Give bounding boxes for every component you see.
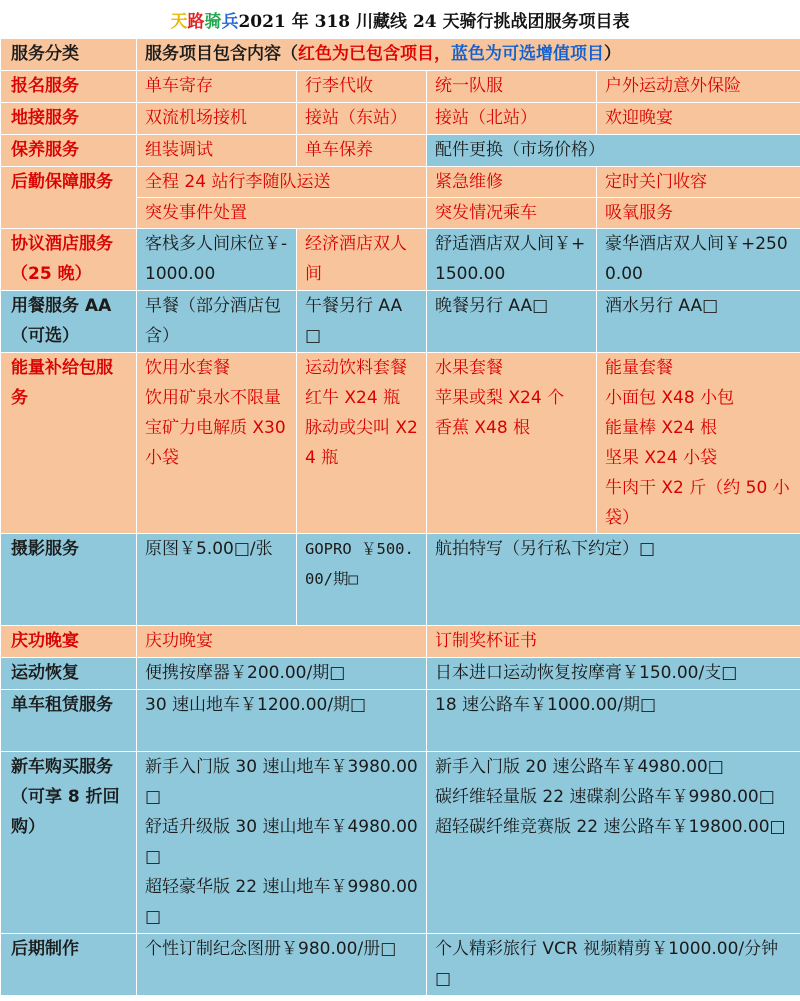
service-cell: 统一队服 (427, 71, 597, 103)
title-text: 2021 年 318 川藏线 24 天骑行挑战团服务项目表 (238, 11, 630, 32)
service-line: 能量套餐 (605, 358, 673, 378)
service-cell: 组装调试 (137, 135, 297, 167)
service-cell: 户外运动意外保险 (597, 71, 800, 103)
service-cell: 欢迎晚宴 (597, 103, 800, 135)
service-line: 新手入门版 30 速山地车￥3980.00□ (145, 757, 418, 807)
service-cell: 舒适酒店双人间￥+1500.00 (427, 229, 597, 291)
service-line: 舒适升级版 30 速山地车￥4980.00□ (145, 817, 418, 867)
row-recovery (1, 658, 800, 690)
service-cell: 原图￥5.00□/张 (137, 534, 297, 626)
service-line: 碳纤维轻量版 22 速碟刹公路车￥9980.00□ (435, 787, 775, 807)
brand-char: 天 (170, 11, 188, 32)
category-cell: 庆功晚宴 (1, 626, 137, 658)
service-cell: 突发情况乘车 (427, 198, 597, 229)
service-cell: 日本进口运动恢复按摩膏￥150.00/支□ (427, 658, 800, 690)
service-cell: 接站（北站） (427, 103, 597, 135)
service-cell: 30 速山地车￥1200.00/期□ (137, 690, 427, 752)
header-blue-note: 蓝色为可选增值项目 (451, 44, 604, 64)
service-line: 运动饮料套餐 (305, 358, 407, 378)
category-cell: 后勤保障服务 (1, 167, 137, 229)
row-post (1, 934, 800, 996)
category-cell: 用餐服务 AA（可选） (1, 291, 137, 353)
category-cell: 保养服务 (1, 135, 137, 167)
service-line: 饮用矿泉水不限量 (145, 388, 281, 408)
service-cell: 午餐另行 AA□ (297, 291, 427, 353)
service-line: 红牛 X24 瓶 (305, 388, 401, 408)
brand-char: 骑 (204, 11, 222, 32)
service-line: 超轻豪华版 22 速山地车￥9980.00□ (145, 877, 418, 927)
page-title (0, 0, 800, 38)
category-cell: 报名服务 (1, 71, 137, 103)
service-line: 饮用水套餐 (145, 358, 230, 378)
service-cell: 豪华酒店双人间￥+2500.00 (597, 229, 800, 291)
service-cell: GOPRO ￥500.00/期□ (297, 534, 427, 626)
service-line: 牛肉干 X2 斤（约 50 小袋） (605, 478, 790, 528)
row-meals (1, 291, 800, 353)
service-cell: 紧急维修 (427, 167, 597, 198)
service-cell: 全程 24 站行李随队运送 (137, 167, 427, 198)
service-line: 宝矿力电解质 X30 小袋 (145, 418, 286, 468)
service-line: 水果套餐 (435, 358, 503, 378)
service-cell: 突发事件处置 (137, 198, 427, 229)
service-cell: 便携按摩器￥200.00/期□ (137, 658, 427, 690)
service-cell: 单车保养 (297, 135, 427, 167)
category-cell: 新车购买服务（可享 8 折回购） (1, 752, 137, 934)
service-cell: 接站（东站） (297, 103, 427, 135)
service-cell: 行李代收 (297, 71, 427, 103)
category-cell: 单车租赁服务 (1, 690, 137, 752)
service-line: 小面包 X48 小包 (605, 388, 735, 408)
service-cell (297, 353, 427, 534)
row-maintenance (1, 135, 800, 167)
service-line: 香蕉 X48 根 (435, 418, 531, 438)
row-pickup (1, 103, 800, 135)
service-cell (597, 353, 800, 534)
service-cell (137, 353, 297, 534)
service-cell: 个人精彩旅行 VCR 视频精剪￥1000.00/分钟□ (427, 934, 800, 996)
service-table (0, 38, 800, 996)
service-cell: 酒水另行 AA□ (597, 291, 800, 353)
row-logistics (1, 167, 800, 198)
service-cell: 单车寄存 (137, 71, 297, 103)
service-cell: 个性订制纪念图册￥980.00/册□ (137, 934, 427, 996)
row-energy (1, 353, 800, 534)
category-cell: 能量补给包服务 (1, 353, 137, 534)
header-category: 服务分类 (1, 39, 137, 71)
service-line: 脉动或尖叫 X24 瓶 (305, 418, 418, 468)
header-red-note: 红色为已包含项目， (298, 44, 451, 64)
row-photo (1, 534, 800, 626)
category-cell: 摄影服务 (1, 534, 137, 626)
service-cell: 18 速公路车￥1000.00/期□ (427, 690, 800, 752)
service-cell: 定时关门收容 (597, 167, 800, 198)
category-cell: 后期制作 (1, 934, 137, 996)
row-rental (1, 690, 800, 752)
service-cell (427, 353, 597, 534)
service-line: 超轻碳纤维竞赛版 22 速公路车￥19800.00□ (435, 817, 786, 837)
service-line: 新手入门版 20 速公路车￥4980.00□ (435, 757, 724, 777)
service-cell: 客栈多人间床位￥-1000.00 (137, 229, 297, 291)
row-purchase (1, 752, 800, 934)
service-cell: 吸氧服务 (597, 198, 800, 229)
brand-char: 路 (187, 11, 205, 32)
row-signup (1, 71, 800, 103)
service-cell: 配件更换（市场价格） (427, 135, 800, 167)
brand-name (170, 7, 238, 32)
header-suffix: ） (604, 44, 621, 64)
service-cell: 订制奖杯证书 (427, 626, 800, 658)
service-cell: 双流机场接机 (137, 103, 297, 135)
service-line: 坚果 X24 小袋 (605, 448, 718, 468)
header-prefix: 服务项目包含内容（ (145, 44, 298, 64)
service-cell: 经济酒店双人间 (297, 229, 427, 291)
row-celebration (1, 626, 800, 658)
service-line: 能量棒 X24 根 (605, 418, 718, 438)
service-cell: 庆功晚宴 (137, 626, 427, 658)
service-cell: 晚餐另行 AA□ (427, 291, 597, 353)
row-hotel (1, 229, 800, 291)
service-cell (427, 752, 800, 934)
header-content (137, 39, 800, 71)
header-row (1, 39, 800, 71)
service-cell (137, 752, 427, 934)
category-cell: 地接服务 (1, 103, 137, 135)
category-cell: 协议酒店服务（25 晚） (1, 229, 137, 291)
service-cell: 早餐（部分酒店包含） (137, 291, 297, 353)
brand-char: 兵 (221, 11, 239, 32)
category-cell: 运动恢复 (1, 658, 137, 690)
service-cell: 航拍特写（另行私下约定）□ (427, 534, 800, 626)
service-line: 苹果或梨 X24 个 (435, 388, 565, 408)
